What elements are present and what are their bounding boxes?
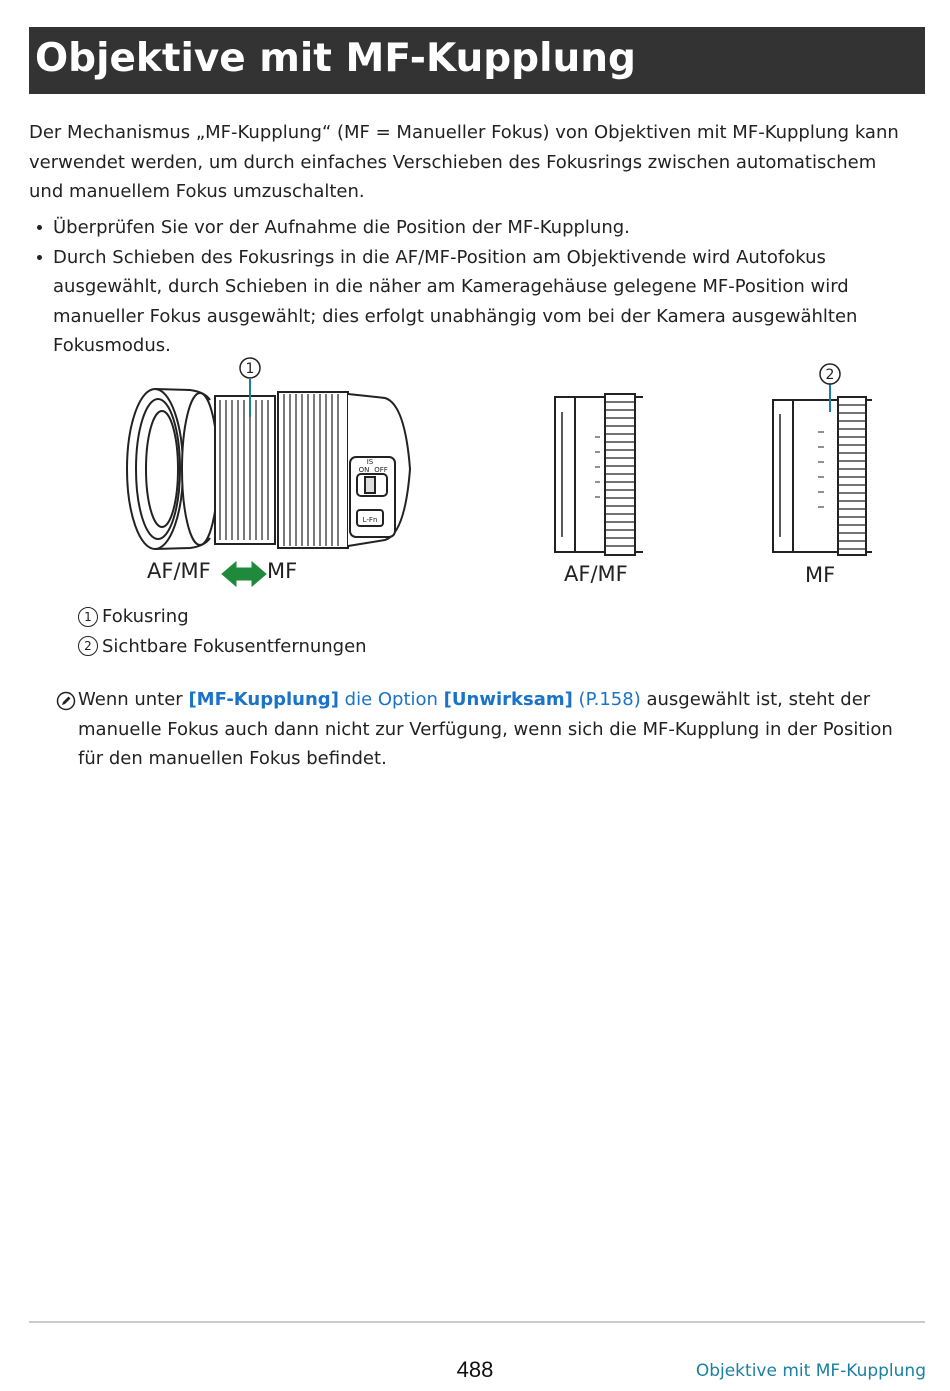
legend-item (78, 632, 367, 662)
note-text-mid: die Option (338, 689, 444, 710)
lens-drawing (127, 389, 410, 549)
label-afmf-left: AF/MF (147, 559, 211, 583)
legend-number: 2 (78, 636, 98, 656)
list-item (29, 213, 919, 243)
note-text (56, 685, 921, 774)
switch-off-label: OFF (374, 466, 388, 474)
bullet-icon (37, 255, 42, 260)
page-reference-link[interactable]: (P.158) (572, 689, 641, 710)
legend-text: Sichtbare Fokusentfernungen (102, 635, 367, 657)
legend-item (78, 602, 367, 632)
lens-figure (100, 352, 900, 597)
note-block (56, 685, 921, 774)
switch-on-label: ON (358, 466, 370, 474)
bullet-text: Überprüfen Sie vor der Aufnahme die Position der MF-Kupplung. (53, 217, 630, 238)
note-text-post: ausgewählt ist, steht der manuelle Fokus auch dann nicht zur Verfügung, wenn sich die MF-Kupplung in der Position für den manuellen Fokus befindet. (78, 689, 893, 769)
legend-text: Fokusring (102, 606, 189, 627)
note-text-pre: Wenn unter (78, 689, 189, 710)
bullet-icon (37, 225, 42, 230)
callout-2-number: 2 (825, 367, 835, 383)
lfn-button-label: L-Fn (362, 516, 378, 524)
label-afmf-center: AF/MF (564, 562, 628, 586)
mf-position-drawing (773, 397, 872, 555)
note-pencil-icon (56, 691, 76, 711)
link-unwirksam[interactable]: [Unwirksam] (443, 689, 573, 710)
page-number: 488 (456, 1357, 494, 1382)
legend-number: 1 (78, 607, 98, 627)
page-title: Objektive mit MF-Kupplung (35, 36, 636, 81)
lens-illustration (100, 352, 900, 597)
bullet-list (29, 213, 919, 361)
list-item (29, 243, 919, 361)
callout-1-number: 1 (245, 361, 255, 377)
label-mf-left: MF (267, 559, 298, 583)
double-arrow-icon (222, 562, 266, 586)
afmf-position-drawing (555, 394, 643, 555)
link-mf-kupplung[interactable]: [MF-Kupplung] (188, 689, 339, 710)
label-mf-right: MF (805, 563, 836, 587)
figure-legend (78, 602, 367, 661)
intro-paragraph: Der Mechanismus „MF-Kupplung“ (MF = Manueller Fokus) von Objektiven mit MF-Kupplung kann verwendet werden, um durch einfaches Verschieben des Fokusrings zwischen automatischem und manuellem Fokus umzuschalten. (29, 122, 899, 202)
bullet-text: Durch Schieben des Fokusrings in die AF/MF-Position am Objektivende wird Autofokus ausgewählt, durch Schieben in die näher am Kameragehäuse gelegene MF-Position wird manueller Fokus ausgewählt; dies erfolgt unabhängig vom bei der Kamera ausgewählten Fokusmodus. (53, 246, 858, 356)
footer-section-link[interactable]: Objektive mit MF-Kupplung (695, 1361, 926, 1381)
footer-divider (29, 1321, 925, 1323)
title-bar (29, 27, 925, 94)
switch-is-label: IS (366, 458, 374, 466)
